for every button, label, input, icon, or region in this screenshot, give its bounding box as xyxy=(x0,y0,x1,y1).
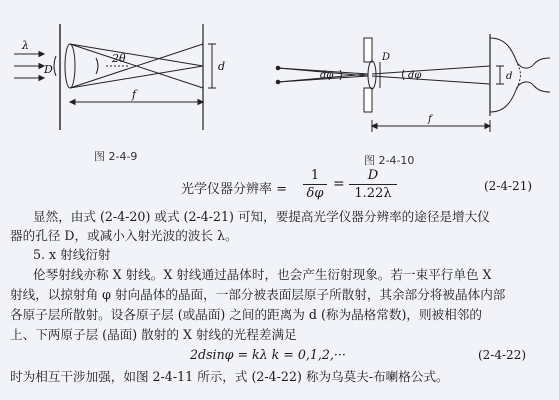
ray-lower xyxy=(70,66,203,88)
fraction-2-denominator: 1.22λ xyxy=(354,186,392,201)
paragraph-1-line-2: 器的孔径 D，或减小入射光波的波长 λ。 xyxy=(10,228,238,243)
paragraph-1-line-1: 显然，由式 (2-4-20) 或式 (2-4-21) 可知，要提高光学仪器分辨率的途径是增大仪 xyxy=(33,209,490,224)
aperture-brace xyxy=(54,56,56,76)
equation-2-4-22: 2dsinφ = kλ k = 0,1,2,··· xyxy=(190,347,346,362)
ray-upper xyxy=(70,44,203,66)
paragraph-2-line-1: 伦琴射线亦称 X 射线。X 射线通过晶体时，也会产生衍射现象。若一束平行单色 X xyxy=(33,267,492,282)
paragraph-2-line-5: 时为相互干涉加强，如图 2-4-11 所示，式 (2-4-22) 称为乌莫夫-布喇格公式。 xyxy=(10,369,449,384)
figure-2-4-10-caption: 图 2-4-10 xyxy=(364,154,415,167)
equals-sign: = xyxy=(333,176,345,192)
angle-arc xyxy=(96,58,98,74)
aperture-stop-top xyxy=(364,38,372,62)
lens xyxy=(65,44,75,88)
equation-number: (2-4-21) xyxy=(484,179,533,193)
equation-2-4-22-number: (2-4-22) xyxy=(478,348,527,362)
section-heading: 5. x 射线衍射 xyxy=(33,247,111,262)
label-dphi-left: dφ xyxy=(320,70,334,81)
label-2theta: 2θ xyxy=(112,52,126,65)
label-d: d xyxy=(218,60,226,73)
label-D: D xyxy=(382,52,391,63)
label-lambda: λ xyxy=(22,39,29,52)
lens xyxy=(368,61,376,89)
fraction-2 xyxy=(349,168,397,201)
label-d: d xyxy=(506,71,513,82)
figure-2-4-9-caption: 图 2-4-9 xyxy=(94,150,138,163)
label-f: f xyxy=(428,114,432,125)
intensity-curve-lower xyxy=(490,82,550,112)
equation-lhs: 光学仪器分辨率 = xyxy=(181,182,288,197)
intensity-curve-upper xyxy=(490,38,550,68)
label-D: D xyxy=(44,63,53,76)
fraction-1-numerator: 1 xyxy=(310,168,320,183)
aperture-stop-bottom xyxy=(364,88,372,112)
fraction-1-denominator: δφ xyxy=(306,186,324,201)
equation-2-4-21 xyxy=(0,166,559,202)
fraction-1 xyxy=(303,168,327,201)
label-f: f xyxy=(132,88,137,101)
paragraph-2-line-2: 射线，以掠射角 φ 射向晶体的晶面，一部分被表面层原子所散射，其余部分将被晶体内部 xyxy=(10,287,506,302)
fraction-2-numerator: D xyxy=(367,168,379,183)
label-dphi-right: dφ xyxy=(408,70,422,81)
paragraph-2-line-3: 各原子层所散射。设各原子层 (或晶面) 之间的距离为 d (称为晶格常数)，则被相邻的 xyxy=(10,307,482,322)
figure-2-4-10 xyxy=(268,30,556,142)
figure-2-4-9 xyxy=(8,18,258,143)
paragraph-2-line-4: 上、下两原子层 (晶面) 散射的 X 射线的光程差满足 xyxy=(10,327,297,342)
